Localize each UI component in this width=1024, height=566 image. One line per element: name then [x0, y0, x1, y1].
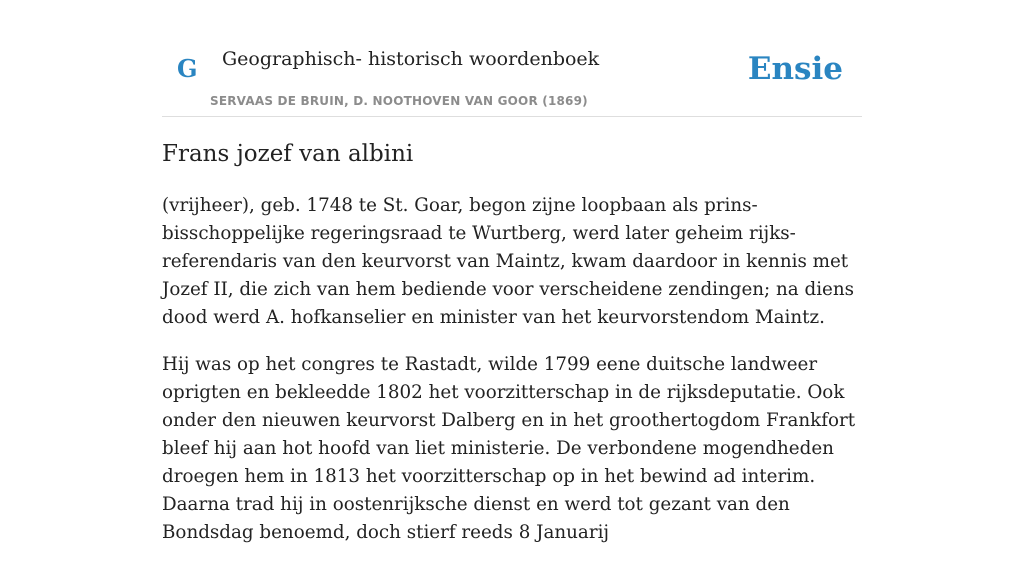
entry-body	[162, 192, 868, 566]
book-authors: SERVAAS DE BRUIN, D. NOOTHOVEN VAN GOOR (1869)	[210, 94, 588, 108]
book-logo-icon[interactable]: G	[177, 54, 198, 83]
ensie-logo-link[interactable]: Ensie	[747, 51, 843, 87]
page-header	[162, 0, 862, 117]
entry-paragraph: (vrijheer), geb. 1748 te St. Goar, begon zijne loopbaan als prins-bisschoppelijke regeringsraad te Wurtberg, werd later geheim rijks-referendaris van den keurvorst van Maintz, kwam daardoor in kennis met Jozef II, die zich van hem bediende voor verscheidene zendingen; na diens dood werd A. hofkanselier en minister van het keurvorstendom Maintz.	[162, 195, 855, 328]
entry-paragraph: Hij was op het congres te Rastadt, wilde 1799 eene duitsche landweer oprigten en bekleedde 1802 het voorzitterschap in de rijksdeputatie. Ook onder den nieuwen keurvorst Dalberg en in het groothertogdom Frankfort bleef hij aan hot hoofd van liet ministerie. De verbondene mogendheden droegen hem in 1813 het voorzitterschap op in het bewind ad interim. Daarna trad hij in oostenrijksche dienst en werd tot gezant van den Bondsdag benoemd, doch stierf reeds 8 Januarij	[162, 354, 856, 543]
book-title[interactable]: Geographisch- historisch woordenboek	[222, 48, 600, 70]
entry-title: Frans jozef van albini	[162, 141, 414, 167]
